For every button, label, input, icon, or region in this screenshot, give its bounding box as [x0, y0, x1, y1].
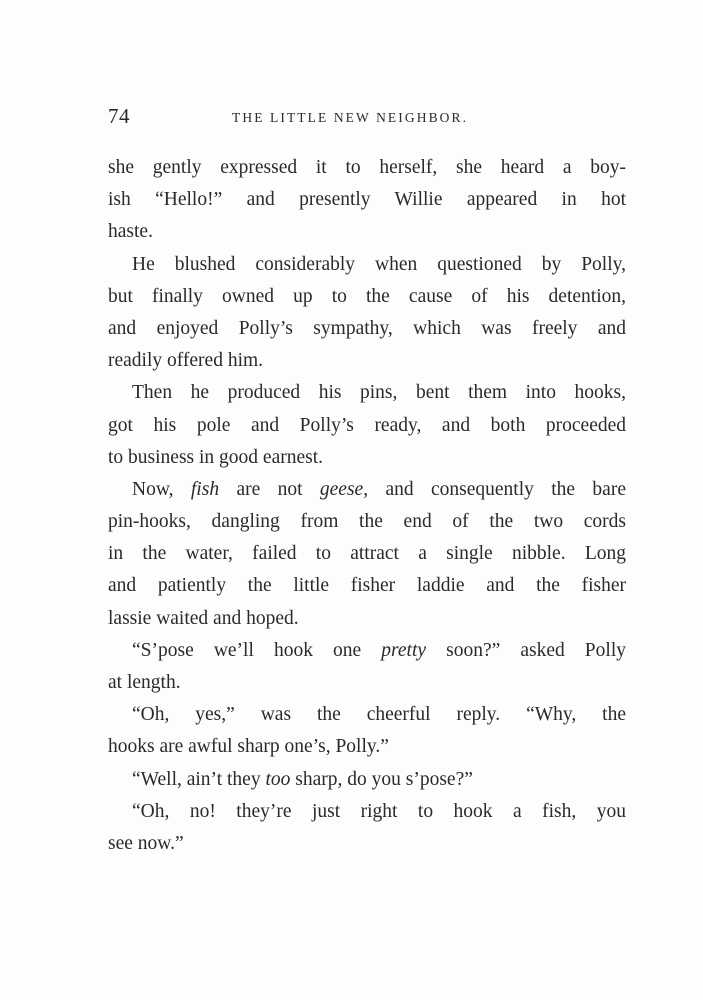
text-run: readily offered him.	[108, 350, 264, 372]
text-run: at length.	[108, 672, 181, 693]
text-line	[108, 474, 626, 506]
text-run: sharp, do you s’pose?”	[290, 768, 473, 790]
italic-text: geese	[319, 478, 364, 500]
text-line	[108, 377, 626, 409]
text-line	[108, 699, 626, 731]
italic-text: fish	[190, 478, 220, 500]
text-run: “Well, ain’t they	[132, 768, 266, 790]
text-run: Now,	[132, 478, 191, 500]
text-line	[108, 345, 626, 377]
page-number: 74	[108, 104, 130, 128]
text-run: He blushed considerably when questioned by Polly,	[132, 253, 626, 275]
text-line	[108, 216, 626, 248]
text-run: are not	[219, 478, 320, 500]
text-run: ish “Hello!” and presently Willie appeared in hot	[108, 189, 626, 211]
text-run: in the water, failed to attract a single nibble. Long	[108, 543, 626, 565]
text-run: soon?” asked Polly	[426, 639, 626, 661]
text-run: see now.”	[108, 832, 184, 854]
text-line	[108, 410, 626, 442]
text-line	[108, 635, 626, 667]
italic-text: too	[265, 768, 291, 790]
italic-text: pretty	[381, 639, 427, 661]
text-line	[108, 313, 626, 345]
text-run: to business in good earnest.	[108, 446, 324, 468]
text-run: pin-hooks, dangling from the end of the two cords	[108, 511, 626, 533]
text-run: haste.	[108, 221, 153, 243]
text-run: hooks are awful sharp one’s, Polly.”	[108, 736, 389, 758]
text-run: lassie waited and hoped.	[108, 607, 299, 629]
text-line	[108, 764, 626, 796]
text-run: and enjoyed Polly’s sympathy, which was freely and	[108, 317, 626, 339]
text-run: she gently expressed it to herself, she heard a boy-	[108, 157, 626, 178]
text-line	[108, 731, 626, 763]
text-line	[108, 828, 626, 860]
text-line	[108, 152, 626, 184]
text-line	[108, 570, 626, 602]
text-line	[108, 506, 626, 538]
text-run: , and consequently the bare	[363, 478, 626, 500]
text-run: got his pole and Polly’s ready, and both proceeded	[108, 414, 626, 436]
text-line	[108, 667, 626, 699]
text-run: “S’pose we’ll hook one	[132, 639, 382, 661]
text-line	[108, 249, 626, 281]
text-run: but finally owned up to the cause of his detention,	[108, 285, 626, 307]
text-line	[108, 281, 626, 313]
body-text	[108, 152, 626, 860]
page-header	[108, 104, 628, 134]
text-line	[108, 796, 626, 828]
text-line	[108, 442, 626, 474]
text-run: and patiently the little fisher laddie and the fisher	[108, 575, 626, 597]
running-title: THE LITTLE NEW NEIGHBOR.	[232, 110, 469, 125]
text-line	[108, 184, 626, 216]
text-line	[108, 603, 626, 635]
text-run: Then he produced his pins, bent them into hooks,	[132, 382, 626, 404]
text-line	[108, 538, 626, 570]
text-run: “Oh, no! they’re just right to hook a fish, you	[132, 800, 626, 822]
text-run: “Oh, yes,” was the cheerful reply. “Why, the	[132, 704, 626, 726]
